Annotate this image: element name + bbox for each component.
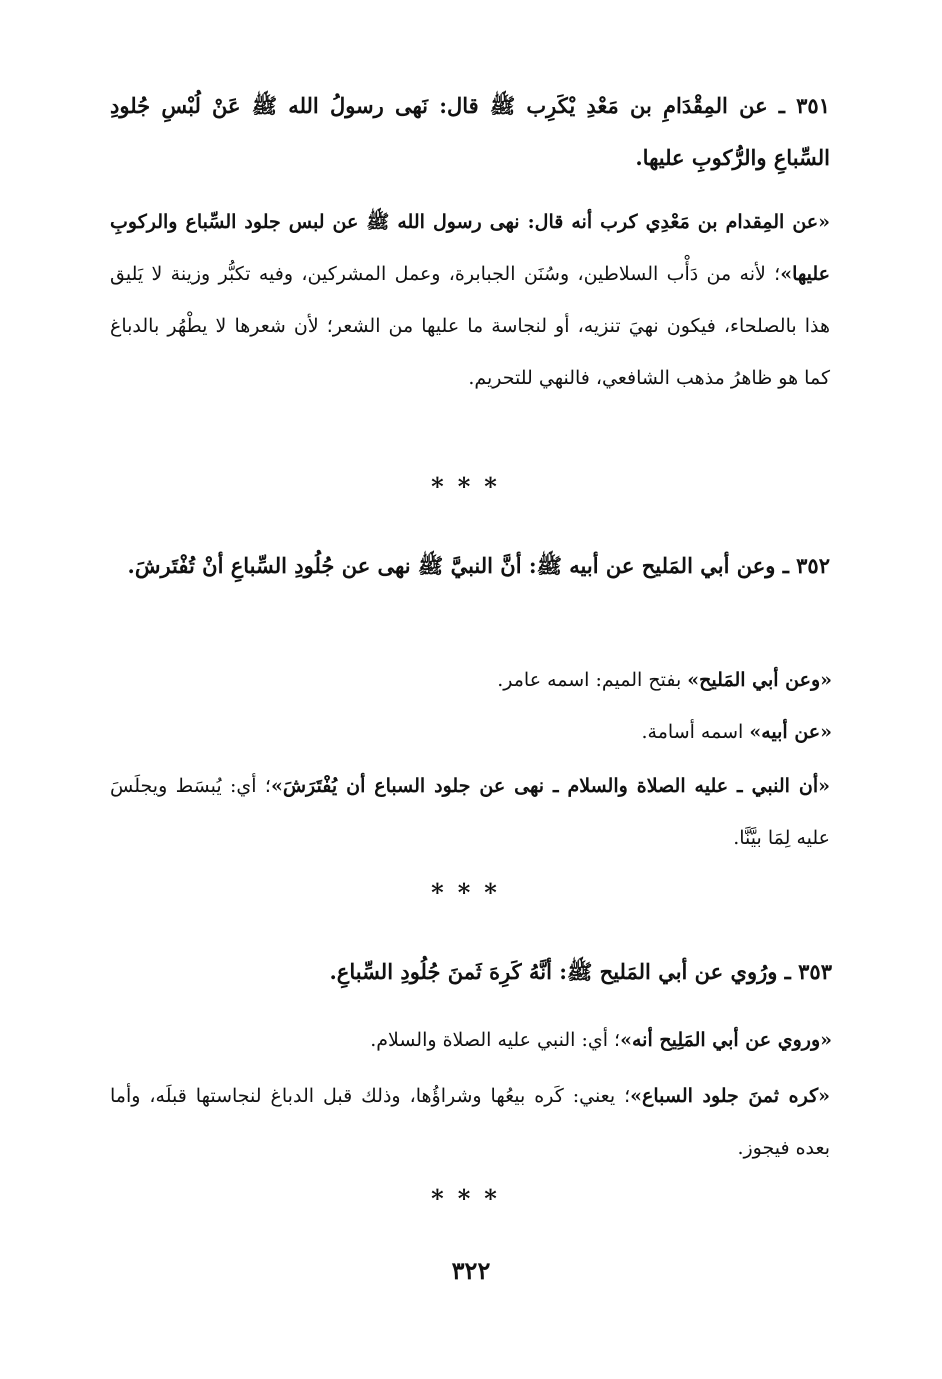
separator-stars-3: *** (431, 1184, 511, 1213)
commentary-353-q1: «وروي عن أبي المَلِيح أنه» (620, 1029, 832, 1051)
commentary-352-t2: اسمه أسامة. (641, 721, 750, 743)
commentary-352-t3: ؛ أي: يُبسَط ويجلَسَ عليه لِمَا بيَّنَّا. (110, 775, 830, 849)
hadith-352-text: ٣٥٢ ـ وعن أبي المَليح عن أبيه ﷺ: أنَّ النبيَّ ﷺ نهى عن جُلُودِ السِّباعِ أنْ تُفْتَرشَ. (127, 553, 830, 578)
commentary-352-q1: «وعن أبي المَليح» (687, 669, 832, 691)
commentary-352-line-2 (642, 706, 833, 758)
hadith-353-text: ٣٥٣ ـ ورُوي عن أبي المَليح ﷺ: أنَّهُ كَرِهَ ثَمنَ جُلُودِ السِّباعِ. (329, 959, 832, 984)
commentary-352-q3: «أن النبي ـ عليه الصلاة والسلام ـ نهى عن جلود السباع أن يُفْتَرَشَ» (270, 775, 830, 797)
commentary-352-para-3 (110, 760, 830, 864)
commentary-352-line-1 (497, 654, 832, 706)
hadith-351 (110, 80, 830, 184)
commentary-351-quote: «عن المِقدام بن مَعْدِي كرب أنه قال: نهى رسول الله ﷺ عن لبس جلود السِّباع والركوبِ عليها» (110, 211, 830, 285)
hadith-353 (330, 946, 833, 998)
separator-stars-2: *** (431, 878, 511, 907)
commentary-351-text: ؛ لأنه من دَأْب السلاطين، وسُنَن الجبابرة، وعمل المشركين، وفيه تكبُّر وزينة لا يَليق هذا بالصلحاء، فيكون نهيَ تنزيه، أو لنجاسة ما عليها من الشعر؛ لأن شعرها لا يطْهُر بالدباغ كما هو ظاهرُ مذهب الشافعي، فالنهي للتحريم. (110, 263, 830, 389)
hadith-352 (110, 540, 830, 592)
commentary-352-q2: «عن أبيه» (749, 721, 832, 743)
page-number: ٣٢٢ (451, 1256, 491, 1285)
commentary-352-t1: بفتح الميم: اسمه عامر. (497, 669, 688, 691)
commentary-353-q2: «كره ثمنَ جلود السباع» (630, 1085, 830, 1107)
separator-stars-1: *** (431, 472, 511, 501)
commentary-351 (110, 196, 830, 404)
commentary-353-t1: ؛ أي: النبي عليه الصلاة والسلام. (370, 1029, 621, 1051)
commentary-353-t2: ؛ يعني: كَره بيعُها وشراؤُها، وذلك قبل الدباغ لنجاستها قبلَه، وأما بعده فيجوز. (110, 1085, 830, 1159)
commentary-353-line-1 (370, 1014, 832, 1066)
commentary-353-para-2 (110, 1070, 830, 1174)
hadith-351-text: ٣٥١ ـ عن المِقْدَامِ بن مَعْدِ يْكَرِب ﷺ قال: نَهى رسولُ الله ﷺ عَنْ لُبْسِ جُلودِ السِّباعِ والرُّكوبِ عليها. (110, 93, 830, 170)
